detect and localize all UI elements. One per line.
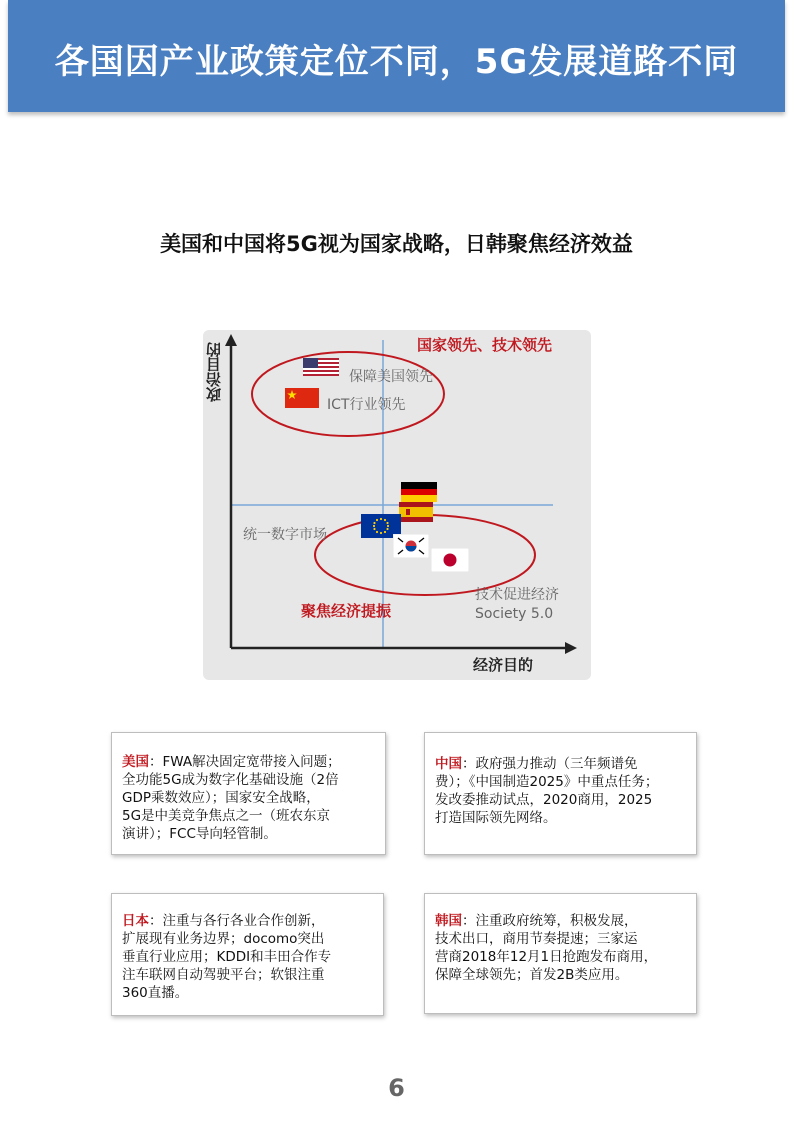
card-japan-line5: 360直播。 (122, 985, 189, 1001)
page-number: 6 (388, 1074, 405, 1102)
japan-flag-icon (431, 548, 469, 572)
section-subtitle: 美国和中国将5G视为国家战略，日韩聚焦经济效益 (160, 232, 633, 256)
card-china-line2: 费）；《中国制造2025》中重点任务； (435, 774, 659, 790)
china-flag-icon (285, 388, 319, 408)
us-label: 保障美国领先 (349, 369, 433, 385)
card-us-line2: 全功能5G成为数字化基础设施（2倍 (122, 772, 339, 788)
card-us-line1: 美国：FWA解决固定宽带接入问题； (122, 754, 341, 770)
card-china-line3: 发改委推动试点，2020商用，2025 (435, 792, 653, 808)
card-china-name: 中国 (435, 756, 462, 772)
bottom-group-label: 聚焦经济提振 (301, 602, 392, 620)
korea-flag-icon (393, 534, 429, 558)
germany-flag-icon (401, 482, 437, 502)
card-us-line3: GDP乘数效应）；国家安全战略， (122, 790, 320, 806)
card-japan-line1: 日本：注重与各行各业合作创新， (122, 913, 325, 929)
card-japan-line2: 扩展现有业务边界；docomo突出 (122, 931, 325, 947)
card-china-line4: 打造国际领先网络。 (435, 810, 557, 826)
card-korea-name: 韩国 (435, 913, 462, 929)
card-us-line4: 5G是中美竞争焦点之一（班农东京 (122, 808, 331, 824)
x-axis-label: 经济目的 (473, 656, 534, 674)
card-korea-line4: 保障全球领先；首发2B类应用。 (435, 967, 629, 983)
top-group-label: 国家领先、技术领先 (417, 336, 553, 354)
x-axis-arrow (565, 642, 577, 654)
page-title: 各国因产业政策定位不同，5G发展道路不同 (54, 42, 739, 82)
header-bar (8, 0, 785, 112)
card-japan-line3: 垂直行业应用；KDDI和丰田合作专 (122, 949, 332, 965)
card-korea-line1: 韩国：注重政府统筹，积极发展， (435, 913, 638, 929)
japan-label-line1: 技术促进经济 (475, 587, 559, 603)
japan-label-line2: Society 5.0 (475, 606, 554, 622)
card-japan (111, 893, 384, 1016)
y-axis-arrow (225, 334, 237, 346)
card-japan-line4: 注车联网自动驾驶平台；软银注重 (122, 967, 325, 983)
card-us-name: 美国 (122, 754, 149, 770)
card-us-line5: 演讲）；FCC导向轻管制。 (122, 826, 277, 842)
card-korea-line3: 营商2018年12月1日抢跑发布商用， (435, 949, 658, 965)
us-flag-icon (303, 358, 339, 376)
card-us (111, 732, 386, 855)
spain-flag-icon (399, 502, 433, 522)
positioning-chart (203, 330, 591, 680)
card-japan-name: 日本 (122, 913, 149, 929)
card-china (424, 732, 697, 855)
card-china-line1: 中国：政府强力推动（三年频谱免 (435, 756, 638, 772)
y-axis-label: 政治目的 (205, 342, 223, 402)
card-korea (424, 893, 697, 1014)
china-label: ICT行业领先 (327, 397, 406, 413)
card-korea-line2: 技术出口，商用节奏提速；三家运 (435, 931, 638, 947)
eu-label: 统一数字市场 (243, 527, 327, 543)
